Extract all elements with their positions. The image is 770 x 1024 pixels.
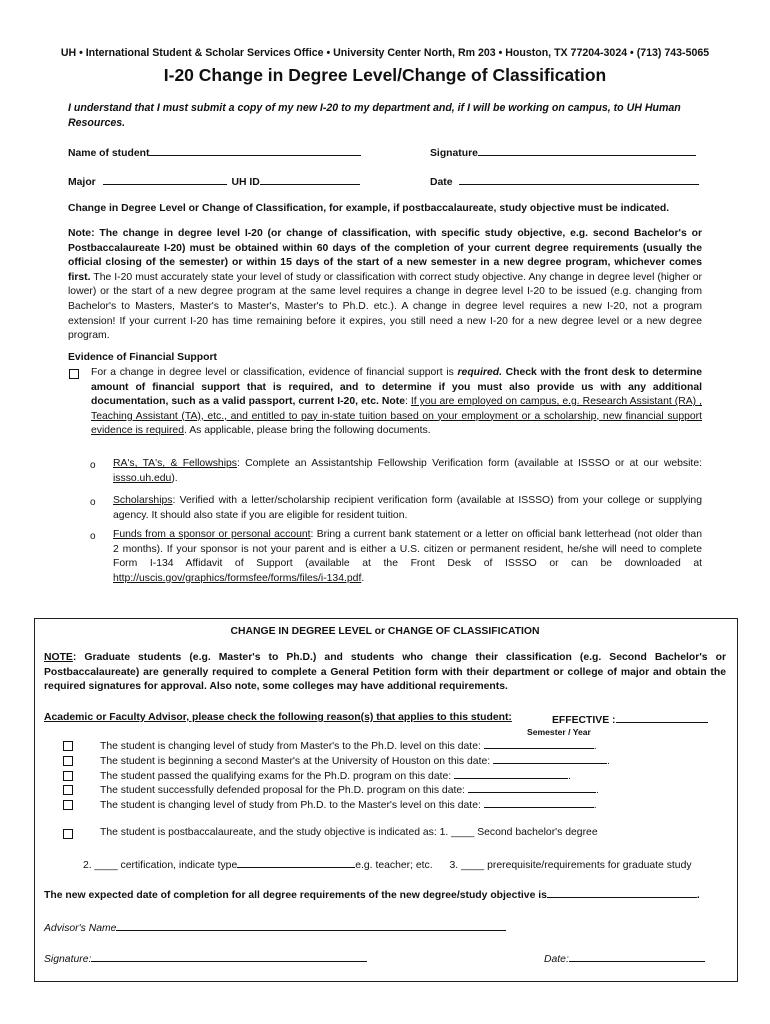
financial-paragraph: [91, 366, 702, 439]
scholarships-label: Scholarships: [113, 495, 173, 506]
reason-1: The student is changing level of study from Master's to the Ph.D. level on this date: .: [100, 741, 597, 752]
reason-checkbox-5[interactable]: [63, 800, 73, 810]
intro-statement: I understand that I must submit a copy of my new I-20 to my department and, if I will be working on campus, to UH Human Resources.: [68, 102, 681, 129]
advisor-date-label: Date:: [544, 954, 569, 965]
major-field: [68, 174, 360, 188]
reason-checkbox-2[interactable]: [63, 756, 73, 766]
ra-ta-label: RA's, TA's, & Fellowships: [113, 458, 237, 469]
reason-1-date-line[interactable]: [484, 739, 594, 749]
sponsor-text: : Bring a current bank statement or a letter on official bank letterhead (not older than 2 months). If your sponsor is not your parent and is either a U.S. citizen or permanent resident, he/she will need to complete Form I-134 Affidavit of Support (available at the Front Desk of ISSSO or can be downloaded at: [113, 529, 702, 570]
financial-text-a: For a change in degree level or classification, evidence of financial support is: [91, 367, 458, 378]
reason-4-date-line[interactable]: [468, 783, 596, 793]
signature-field: [430, 145, 696, 159]
sponsor-end: .: [361, 572, 365, 584]
reason-checkbox-1[interactable]: [63, 741, 73, 751]
reason-5-text: The student is changing level of study from Ph.D. to the Master's level on this date:: [100, 800, 481, 811]
financial-text-d: . As applicable, please bring the following documents.: [184, 425, 431, 437]
bullet-sponsor: [113, 528, 702, 586]
reason-3-date-line[interactable]: [454, 769, 568, 779]
advisor-date-field: [544, 952, 705, 965]
certification-type-line[interactable]: [237, 858, 355, 868]
required-text: required.: [457, 367, 502, 378]
sponsor-label: Funds from a sponsor or personal account: [113, 529, 311, 540]
box-note-label: NOTE: [44, 652, 73, 663]
bullet-icon: o: [90, 531, 96, 542]
reason-2-date-line[interactable]: [493, 754, 607, 764]
change-instruction: Change in Degree Level or Change of Classification, for example, if postbaccalaureate, study objective must be indicated.: [68, 203, 670, 214]
reason-3-text: The student passed the qualifying exams for the Ph.D. program on this date:: [100, 771, 452, 782]
bullet-ra-ta: [113, 457, 702, 486]
reason-3: The student passed the qualifying exams for the Ph.D. program on this date: .: [100, 771, 571, 782]
name-label: Name of student: [68, 148, 150, 159]
major-input-line[interactable]: [103, 174, 227, 185]
date-field: [430, 174, 699, 188]
box-title: CHANGE IN DEGREE LEVEL or CHANGE OF CLASSIFICATION: [230, 626, 540, 637]
postbac-checkbox[interactable]: [63, 829, 73, 839]
option-example: e.g. teacher; etc.: [355, 860, 433, 871]
name-field: [68, 145, 361, 159]
effective-input-line[interactable]: [616, 712, 708, 723]
advisor-name-label: Advisor's Name: [44, 923, 117, 934]
reason-5: The student is changing level of study from Ph.D. to the Master's level on this date: .: [100, 800, 597, 811]
advisor-date-line[interactable]: [569, 952, 705, 962]
date-label: Date: [430, 177, 453, 188]
advisor-instruction: Academic or Faculty Advisor, please check the following reason(s) that applies to this student:: [44, 712, 512, 723]
financial-heading: Evidence of Financial Support: [68, 352, 217, 363]
ra-ta-end: ).: [171, 472, 178, 484]
reason-2-text: The student is beginning a second Master's at the University of Houston on this date:: [100, 756, 491, 767]
signature-label: Signature: [430, 148, 478, 159]
financial-note-label: Note: [381, 396, 406, 408]
bullet-icon: o: [90, 460, 96, 471]
advisor-signature-field: [44, 952, 367, 965]
signature-input-line[interactable]: [478, 145, 696, 156]
uhid-input-line[interactable]: [260, 174, 360, 185]
reason-5-date-line[interactable]: [484, 798, 594, 808]
semester-year-label: Semester / Year: [527, 727, 591, 737]
scholarships-text: : Verified with a letter/scholarship recipient verification form (available at ISSSO) from your college or supplying agency. It should also state if you are eligible for resident tuition.: [113, 495, 702, 521]
reason-2: The student is beginning a second Master's at the University of Houston on this date: .: [100, 756, 610, 767]
box-note: [44, 651, 726, 695]
advisor-signature-label: Signature:: [44, 954, 92, 965]
major-label: Major: [68, 177, 96, 188]
financial-underlined: If you are employed on campus, e.g. Research Assistant (RA) , Teaching Assistant (TA), etc., and entitled to pay in-state tuition based on your employment or a scholarship, new financial support evidence is required: [91, 396, 702, 437]
ra-ta-text: : Complete an Assistantship Fellowship Verification form (available at ISSSO or at our website:: [236, 458, 702, 469]
completion-label: The new expected date of completion for all degree requirements of the new degree/study objective is: [44, 890, 547, 901]
note-bold-text: Note: The change in degree level I-20 (or change of classification, with specific study objective, e.g. second Bachelor's or Postbaccalaureate I-20) must be obtained within 60 days of the completion of your current degree requirements (usually the official closing of the semester) or within 15 days of the start of a new semester in a new degree program, whichever comes first.: [68, 228, 702, 283]
office-address-header: UH • International Student & Scholar Services Office • University Center North, Rm 203 • Houston, TX 77204-3024 • (713) 743-5065: [60, 47, 710, 59]
note-plain-text: The I-20 must accurately state your level of study or classification with correct study objective. Any change in degree level (higher or lower) or the start of a new degree program at the same level requires a change in degree level I-20 to be issued (e.g. changing from Bachelor's to Masters, Master's to Master's, Master's to Ph.D. etc.). A change in degree level requires a new I-20, not a program extension! If your current I-20 has time remaining before it expires, you still need a new I-20 for a new degree level or a new degree program.: [68, 271, 703, 342]
completion-date-line[interactable]: [547, 888, 697, 898]
reason-4: The student successfully defended proposal for the Ph.D. program on this date: .: [100, 785, 599, 796]
bullet-scholarships: [113, 494, 702, 523]
bullet-icon: o: [90, 497, 96, 508]
objective-options: [83, 858, 692, 871]
effective-field: [552, 712, 708, 726]
effective-label: EFFECTIVE :: [552, 715, 616, 726]
advisor-name-field: [44, 921, 506, 934]
box-note-text: : Graduate students (e.g. Master's to Ph.D.) and students who change their classification (e.g. Second Bachelor's or Postbaccalaureate) are generally required to complete a General Petition form with their department or college of major and obtain the required signatures for approval. Also note, some colleges may have additional requirements.: [44, 652, 726, 693]
reason-checkbox-4[interactable]: [63, 785, 73, 795]
financial-colon: :: [405, 396, 411, 408]
issso-link[interactable]: issso.uh.edu: [113, 472, 172, 484]
uscis-link[interactable]: http://uscis.gov/graphics/formsfee/forms/files/i-134.pdf: [113, 572, 362, 584]
name-input-line[interactable]: [149, 145, 361, 156]
financial-checkbox[interactable]: [69, 369, 79, 379]
uhid-label: UH ID: [231, 177, 260, 188]
page-title: I-20 Change in Degree Level/Change of Classification: [163, 65, 607, 85]
reason-4-text: The student successfully defended proposal for the Ph.D. program on this date:: [100, 785, 466, 796]
advisor-signature-line[interactable]: [91, 952, 367, 962]
advisor-name-line[interactable]: [116, 921, 506, 931]
completion-date-field: The new expected date of completion for all degree requirements of the new degree/study objective is .: [44, 890, 700, 901]
option-certification: 2. ____ certification, indicate type: [83, 860, 238, 871]
reason-checkbox-3[interactable]: [63, 771, 73, 781]
reason-1-text: The student is changing level of study from Master's to the Ph.D. level on this date:: [100, 741, 481, 752]
note-paragraph: [68, 227, 702, 344]
financial-text-b: Check with the front desk to determine amount of financial support that is required, and to determine if you must also provide us with any additional documentation, such as a valid passport, current I-20, etc.: [91, 367, 702, 408]
postbac-text: The student is postbaccalaureate, and the study objective is indicated as: 1. ____ Second bachelor's degree: [100, 827, 598, 838]
option-prerequisite: 3. ____ prerequisite/requirements for graduate study: [449, 860, 692, 871]
date-input-line[interactable]: [459, 174, 699, 185]
